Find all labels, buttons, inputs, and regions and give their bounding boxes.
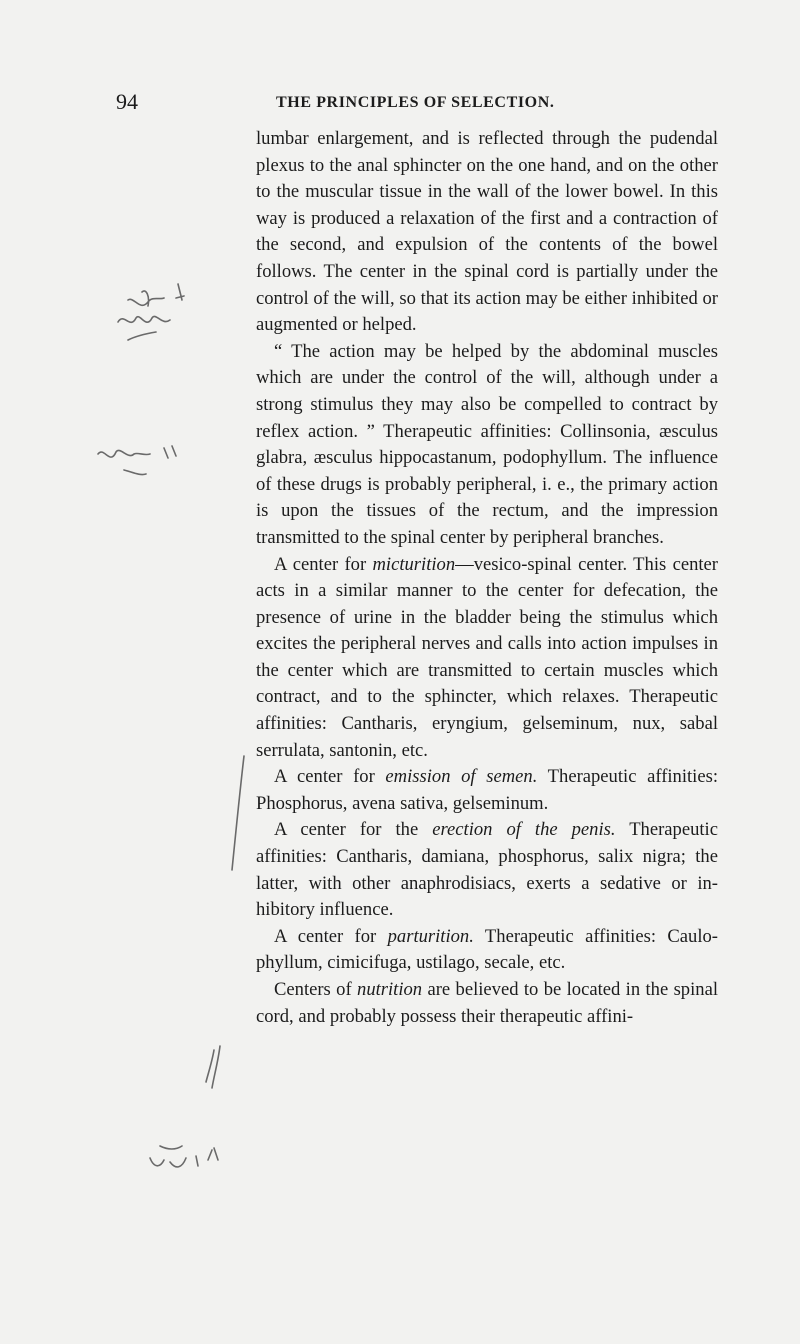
p6-lead: A center for [274,925,388,947]
p3-lead: A center for [274,553,373,575]
p4-rest: Therapeutic affinities: Phosphorus, avena sativa, gelseminum. [256,766,718,814]
paragraph-emission [256,764,718,817]
running-head [0,88,800,116]
paragraph-defecation: lumbar enlargement, and is reflected through the pudendal plexus to the anal sphincter on the one hand, and on the other to the muscular tissue in the wall of the lower bowel. In this way is produced a relaxation of the first and a contraction of the second, and expulsion of the contents of the bowel follows. The center in the spinal cord is partially under the control of the will, so that its action may be either inhibited or augmented or helped. [256,128,718,336]
body-text [256,126,718,1030]
term-erection: erection of the penis. [432,819,616,841]
p7-rest: are believed to be located in the spinal cord, and probably possess their therapeutic affini- [256,979,718,1027]
p5-lead: A center for the [274,819,433,841]
paragraph-parturition [256,924,718,977]
paragraph-nutrition [256,977,718,1030]
p4-lead: A center for [274,766,386,788]
term-parturition: parturition. [387,925,474,947]
p3-rest: —vesico-spinal center. This center acts in a similar manner to the center for defecation, the presence of urine in the bladder being the stimulus which excites the peripheral nerves and calls into action impulses in the center which are transmitted to certain muscles which contract, and to the sphincter, which relaxes. Therapeutic affinities: Cantharis, eryngium, gelseminum, nux, sabal serrulata, santonin, etc. [256,553,718,761]
term-micturition: micturition [372,553,456,575]
paragraph-erection [256,817,718,923]
page-number: 94 [116,89,138,114]
p7-lead: Centers of [274,979,358,1000]
paragraph-micturition [256,552,718,765]
term-nutrition: nutrition [357,979,423,1000]
running-head-title: THE PRINCIPLES OF SELECTION. [276,94,555,111]
p5-rest: Therapeutic affinities: Cantharis, damiana, phosphorus, salix nigra; the latter, with other anaphrodisiacs, exerts a sedative or inhibitory influence. [256,819,718,921]
paragraph-abdominal-quote: “ The action may be helped by the abdominal muscles which are under the control of the will, although under a strong stimulus they may also be compelled to contract by reflex action. ” Therapeutic affinities: Collinsonia, æsculus glabra, æsculus hippocastanum, podophyllum. The influence of these drugs is probably peripheral, i. e., the primary action is upon the tissues of the rectum, and the impression transmitted to the spinal center by peripheral branches. [256,340,718,548]
p6-rest: Therapeutic affinities: Caulophyllum, cimicifuga, ustilago, secale, etc. [256,925,718,974]
term-emission: emission of semen. [385,766,538,788]
